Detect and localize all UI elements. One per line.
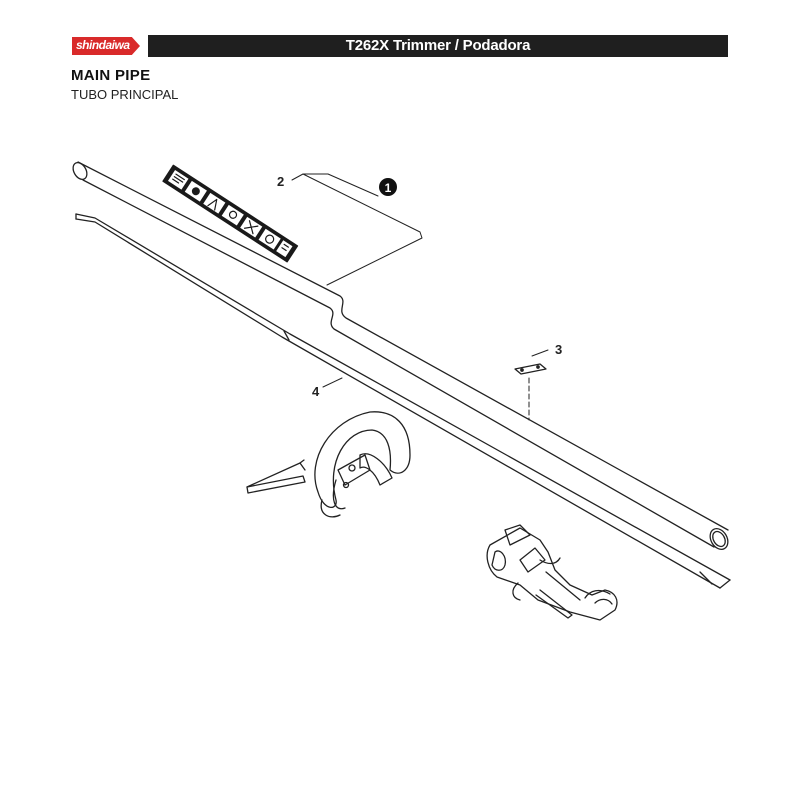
- model-title: T262X Trimmer / Podadora: [345, 37, 531, 54]
- drive-shaft-icon: [76, 214, 730, 588]
- throttle-handle-icon: [487, 525, 617, 620]
- callout-1-label: 1: [384, 181, 392, 195]
- callout-1: [379, 178, 397, 196]
- callout-2-label: 2: [277, 174, 285, 189]
- callout-3-label: 3: [555, 342, 563, 357]
- loop-handle-icon: [247, 412, 410, 517]
- brand-name: shindaiwa: [76, 38, 130, 52]
- section-subtitle: TUBO PRINCIPAL: [71, 87, 179, 102]
- clip-icon: [515, 364, 546, 374]
- callout-4-label: 4: [312, 384, 320, 399]
- main-pipe-icon: [70, 160, 731, 552]
- section-title: MAIN PIPE: [71, 67, 151, 84]
